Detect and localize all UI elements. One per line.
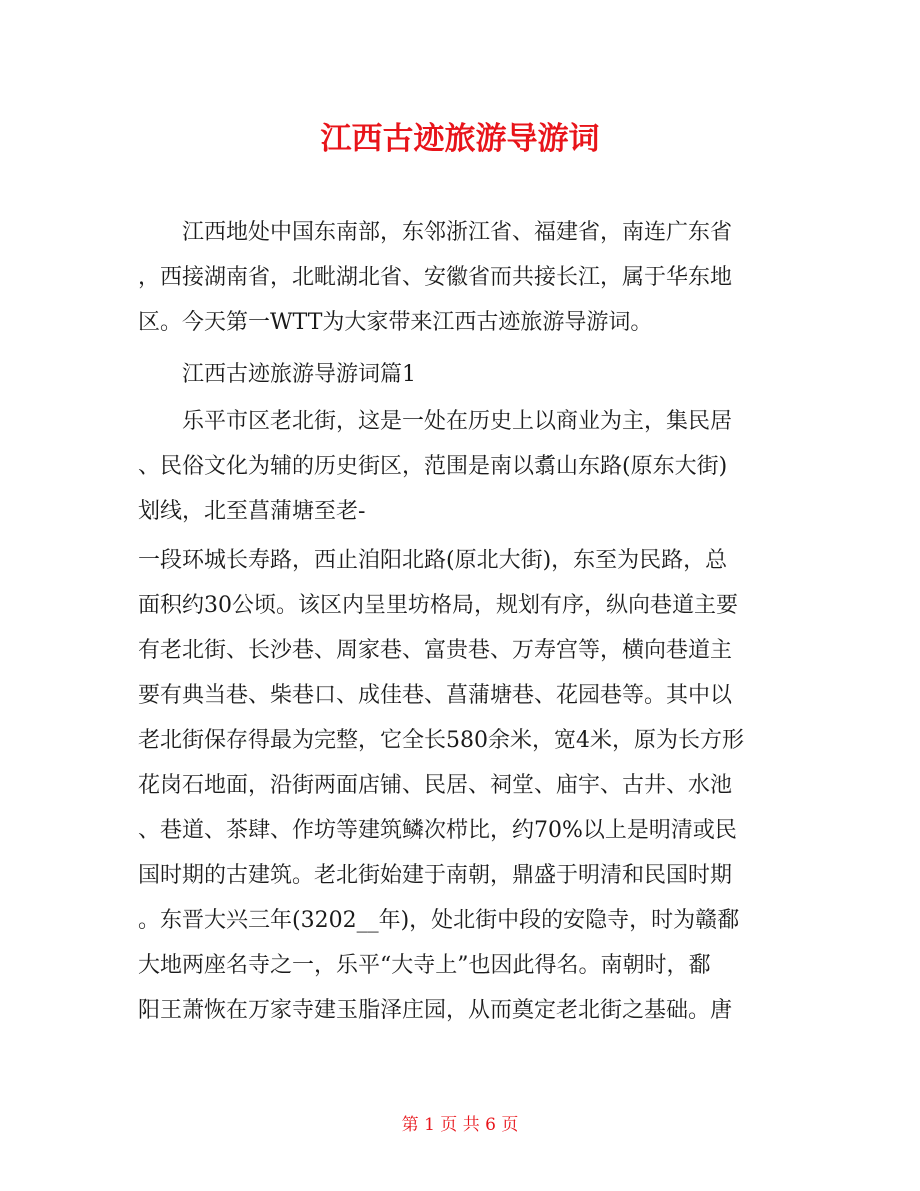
- paragraph-line: 乐平市区老北街，这是一处在历史上以商业为主，集民居: [182, 409, 733, 434]
- paragraph-line: 区。今天第一WTT为大家带来江西古迹旅游导游词。: [138, 310, 653, 335]
- paragraph-line: 、民俗文化为辅的历史街区，范围是南以翥山东路(原东大街): [138, 454, 728, 479]
- paragraph-line: 要有典当巷、柴巷口、成佳巷、菖蒲塘巷、花园巷等。其中以: [138, 683, 733, 708]
- paragraph-line: 划线，北至菖蒲塘至老-: [138, 499, 366, 524]
- paragraph-line: 面积约30公顷。该区内呈里坊格局，规划有序，纵向巷道主要: [138, 593, 738, 618]
- paragraph-line: 一段环城长寿路，西止洎阳北路(原北大街)，东至为民路，总: [138, 548, 728, 573]
- page-footer: 第 1 页 共 6 页: [401, 1115, 519, 1135]
- paragraph-line: ，西接湖南省，北毗湖北省、安徽省而共接长江，属于华东地: [138, 265, 733, 290]
- paragraph-line: 阳王萧恢在万家寺建玉脂泽庄园，从而奠定老北街之基础。唐: [138, 998, 733, 1023]
- paragraph-line: 、巷道、茶肆、作坊等建筑鳞次栉比，约70%以上是明清或民: [138, 818, 737, 843]
- paragraph-line: 江西地处中国东南部，东邻浙江省、福建省，南连广东省: [182, 220, 733, 245]
- section-heading: 江西古迹旅游导游词篇1: [182, 362, 416, 387]
- document-title: 江西古迹旅游导游词: [320, 121, 600, 157]
- paragraph-line: 老北街保存得最为完整，它全长580余米，宽4米，原为长方形: [138, 728, 744, 753]
- paragraph-line: 大地两座名寺之一，乐平“大寺上”也因此得名。南朝时，鄱: [138, 953, 711, 978]
- paragraph-line: 花岗石地面，沿街两面店铺、民居、祠堂、庙宇、古井、水池: [138, 773, 733, 798]
- paragraph-line: 有老北街、长沙巷、周家巷、富贵巷、万寿宫等，横向巷道主: [138, 638, 733, 663]
- paragraph-line: 。东晋大兴三年(3202__年)，处北街中段的安隐寺，时为赣鄱: [138, 908, 740, 933]
- paragraph-line: 国时期的古建筑。老北街始建于南朝，鼎盛于明清和民国时期: [138, 863, 733, 888]
